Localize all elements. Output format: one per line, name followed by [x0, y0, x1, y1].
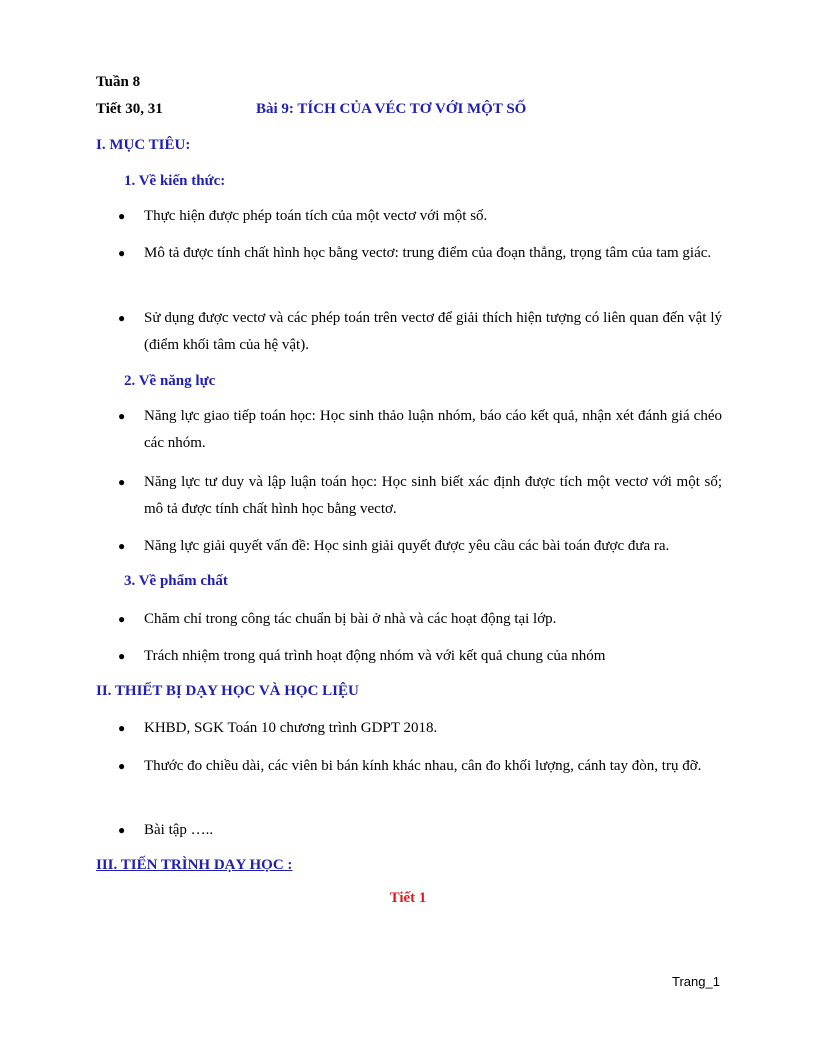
bullet-icon: ●	[118, 409, 126, 423]
section-objectives-heading: I. MỤC TIÊU:	[96, 137, 191, 153]
list-item: ● Chăm chỉ trong công tác chuẩn bị bài ở nhà và các hoạt động tại lớp.	[118, 606, 722, 633]
period-title: Tiết 1	[389, 890, 427, 906]
list-item: ● Mô tả được tính chất hình học bằng vectơ: trung điểm của đoạn thẳng, trọng tâm của tam giác.	[118, 240, 722, 267]
list-item: ● KHBD, SGK Toán 10 chương trình GDPT 2018.	[118, 715, 722, 742]
page-number: Trang_1	[672, 974, 720, 989]
bullet-icon: ●	[118, 612, 126, 626]
section-process-heading: III. TIẾN TRÌNH DẠY HỌC :	[96, 857, 293, 873]
bullet-icon: ●	[118, 759, 126, 773]
list-item: ● Năng lực giải quyết vấn đề: Học sinh giải quyết được yêu cầu các bài toán được đưa ra.	[118, 533, 722, 560]
list-item: ● Thước đo chiều dài, các viên bi bán kính khác nhau, cân đo khối lượng, cánh tay đòn, trụ đỡ.	[118, 753, 722, 780]
section-equipment-heading: II. THIẾT BỊ DẠY HỌC VÀ HỌC LIỆU	[96, 683, 359, 699]
list-item: ● Trách nhiệm trong quá trình hoạt động nhóm và với kết quả chung của nhóm	[118, 643, 722, 670]
knowledge-heading: 1. Về kiến thức:	[124, 173, 226, 189]
list-item: ● Sử dụng được vectơ và các phép toán trên vectơ để giải thích hiện tượng có liên quan đến vật lý (điểm khối tâm của hệ vật).	[118, 305, 722, 359]
bullet-icon: ●	[118, 246, 126, 260]
bullet-icon: ●	[118, 721, 126, 735]
lesson-title: Bài 9: TÍCH CỦA VÉC TƠ VỚI MỘT SỐ	[256, 101, 527, 117]
periods-label: Tiết 30, 31	[96, 101, 163, 117]
competence-heading: 2. Về năng lực	[124, 373, 216, 389]
week-label: Tuần 8	[96, 74, 141, 90]
bullet-icon: ●	[118, 823, 126, 837]
list-item: ● Bài tập …..	[118, 817, 722, 844]
bullet-icon: ●	[118, 649, 126, 663]
quality-heading: 3. Về phẩm chất	[124, 573, 228, 589]
bullet-icon: ●	[118, 539, 126, 553]
bullet-icon: ●	[118, 311, 126, 325]
list-item: ● Năng lực tư duy và lập luận toán học: Học sinh biết xác định được tích một vectơ với một số; mô tả được tính chất hình học bằng vectơ.	[118, 469, 722, 523]
bullet-icon: ●	[118, 475, 126, 489]
list-item: ● Thực hiện được phép toán tích của một vectơ với một số.	[118, 203, 722, 230]
list-item: ● Năng lực giao tiếp toán học: Học sinh thảo luận nhóm, báo cáo kết quả, nhận xét đánh giá chéo các nhóm.	[118, 403, 722, 457]
bullet-icon: ●	[118, 209, 126, 223]
